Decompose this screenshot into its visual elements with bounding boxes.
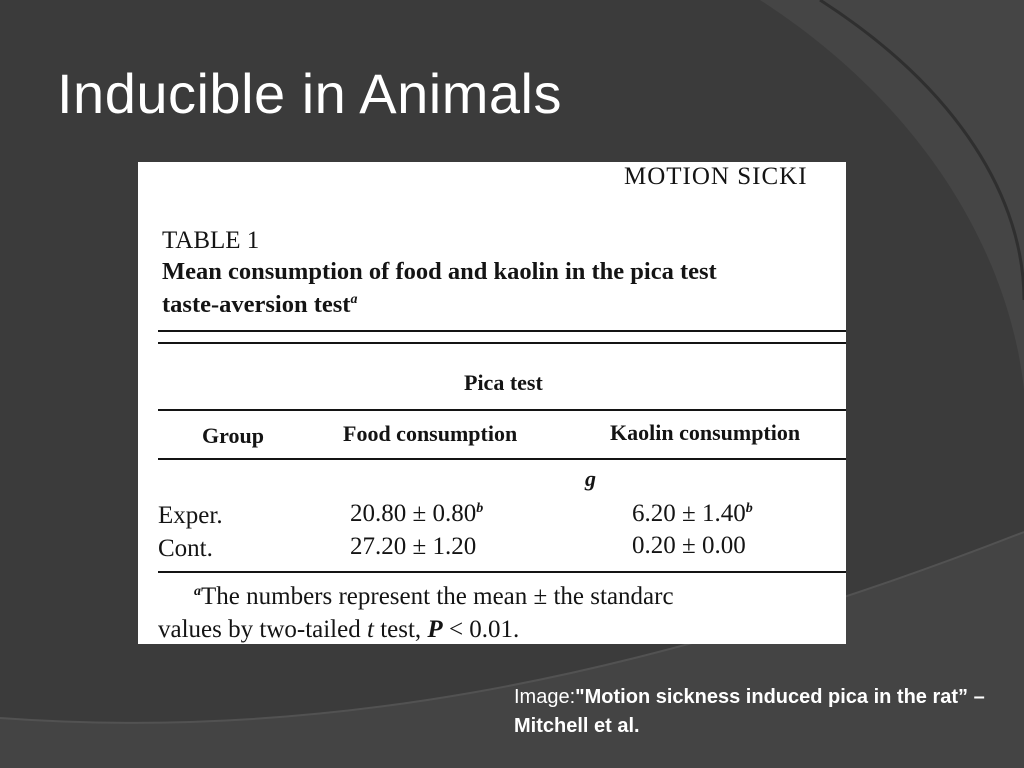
slide-title: Inducible in Animals	[57, 62, 562, 125]
header-rule	[158, 458, 846, 460]
footnote-a-text: The numbers represent the mean ± the standarc	[201, 583, 674, 610]
table-cell-kaolin: 0.20 ± 0.00	[632, 532, 746, 559]
footnote-a-mark: a	[194, 584, 201, 599]
table-caption-line1: Mean consumption of food and kaolin in the pica test	[162, 258, 717, 285]
table-label: TABLE 1	[162, 227, 260, 254]
table-caption-line2	[162, 293, 357, 318]
spanner-rule	[158, 409, 846, 411]
image-credit	[514, 683, 1014, 741]
footnote-line2-prefix: values by two-tailed	[158, 616, 367, 643]
table-cell-kaolin	[632, 501, 753, 526]
image-credit-quote: "Motion sickness induced pica in the rat” –Mitchell et al.	[514, 686, 985, 737]
table-cell-food	[350, 501, 483, 526]
image-credit-prefix: Image:	[514, 686, 576, 708]
caption-footnote-mark: a	[350, 292, 358, 307]
footnote-line2-suffix: < 0.01.	[442, 616, 520, 643]
footnote-line2-t: t	[366, 616, 374, 643]
scanned-table-figure	[138, 162, 846, 644]
spanner-header: Pica test	[464, 370, 543, 395]
food-value: 20.80 ± 0.80	[350, 500, 477, 527]
table-top-rule-1	[158, 330, 846, 332]
footnote-line2-p: P	[427, 616, 443, 643]
table-cell-group: Cont.	[158, 535, 213, 562]
running-head: MOTION SICKI	[624, 163, 808, 190]
footnote-a-line1	[194, 584, 674, 609]
footnote-line2	[158, 617, 519, 642]
table-top-rule-2	[158, 342, 846, 344]
unit-label: g	[585, 466, 596, 491]
column-header-kaolin: Kaolin consumption	[610, 420, 801, 445]
column-header-food: Food consumption	[343, 421, 518, 446]
table-cell-group: Exper.	[158, 502, 223, 529]
bottom-rule	[158, 571, 846, 573]
caption-line2-text: taste-aversion test	[162, 291, 351, 318]
footnote-line2-mid: test,	[373, 616, 428, 643]
footnote-mark: b	[476, 501, 484, 516]
column-header-group: Group	[202, 423, 264, 448]
footnote-mark: b	[745, 501, 753, 516]
table-cell-food: 27.20 ± 1.20	[350, 533, 477, 560]
kaolin-value: 6.20 ± 1.40	[632, 500, 746, 527]
